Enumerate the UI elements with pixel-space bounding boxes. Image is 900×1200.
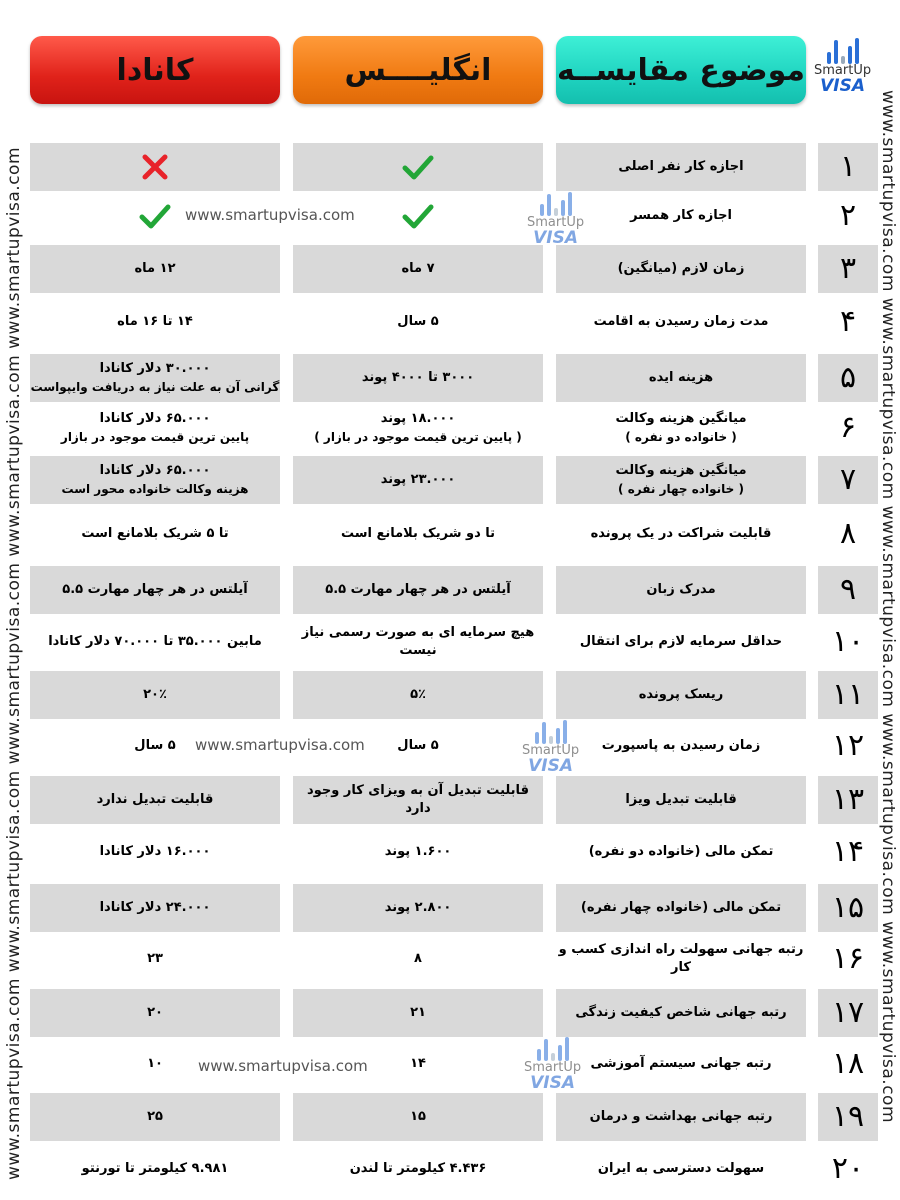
row-number-text: ۱: [839, 149, 857, 184]
england-cell: [293, 456, 543, 504]
topic-cell-text: سهولت دسترسی به ایران: [597, 1161, 765, 1176]
topic-cell-text: قابلیت شراکت در یک پرونده: [590, 526, 772, 541]
england-cell: [293, 776, 543, 824]
england-cell-text: ۱۸.۰۰۰ پوند: [380, 411, 456, 426]
topic-cell: [556, 354, 806, 402]
logo-text-visa: VISA: [820, 76, 865, 96]
row-number-text: ۷: [839, 462, 857, 497]
england-cell-text: تا دو شریک بلامانع است: [340, 526, 496, 541]
table-row: [0, 935, 900, 983]
topic-cell-text: اجازه کار نفر اصلی: [618, 159, 744, 174]
canada-cell: [30, 618, 280, 666]
table-row: [0, 510, 900, 558]
england-cell-text: ۲.۸۰۰ پوند: [384, 900, 452, 915]
row-number: [818, 354, 878, 402]
row-number: [818, 935, 878, 983]
england-cell: [293, 671, 543, 719]
check-icon: [400, 149, 436, 185]
watermark-text: www.smartupvisa.com: [195, 736, 365, 754]
canada-cell-text: ۲۵: [147, 1109, 163, 1124]
england-cell: [293, 1093, 543, 1141]
canada-cell: [30, 510, 280, 558]
row-number: [818, 566, 878, 614]
logo-bars-icon: [537, 1035, 569, 1061]
row-number-text: ۱۹: [831, 1099, 865, 1134]
topic-cell-text: رتبه جهانی سیستم آموزشی: [590, 1056, 772, 1071]
england-cell: [293, 1145, 543, 1193]
canada-cell: [30, 935, 280, 983]
row-number: [818, 404, 878, 452]
table-row: [0, 456, 900, 504]
watermark-logo: [522, 718, 579, 775]
table-row: [0, 776, 900, 824]
topic-cell: [556, 298, 806, 346]
england-cell-text: ۲۱: [410, 1005, 426, 1020]
canada-cell-text: ۱۶.۰۰۰ دلار کانادا: [99, 844, 211, 859]
england-cell-text: آیلتس در هر چهار مهارت ۵.۵: [325, 582, 511, 597]
topic-cell: [556, 671, 806, 719]
canada-cell: [30, 884, 280, 932]
canada-cell-text: قابلیت تبدیل ندارد: [96, 792, 214, 807]
row-number-text: ۴: [839, 304, 857, 339]
row-number-text: ۱۲: [831, 728, 865, 763]
topic-cell-text: قابلیت تبدیل ویزا: [625, 792, 737, 807]
logo-bars-icon: [827, 38, 859, 64]
row-number-text: ۱۱: [831, 677, 865, 712]
canada-cell-subtext: گرانی آن به علت نیاز به دریافت وایپواست: [30, 380, 280, 394]
canada-cell-text: ۲۴.۰۰۰ دلار کانادا: [99, 900, 211, 915]
logo-text-smartup: SmartUp: [814, 63, 872, 78]
topic-cell: [556, 884, 806, 932]
topic-cell-text: میانگین هزینه وکالت: [615, 463, 747, 478]
canada-cell: [30, 404, 280, 452]
england-cell-text: ۵ سال: [397, 314, 439, 329]
table-row: [0, 404, 900, 452]
logo-bars-icon: [535, 718, 567, 744]
row-number-text: ۵: [839, 360, 857, 395]
table-row: [0, 1145, 900, 1193]
logo-bars-icon: [540, 190, 572, 216]
canada-cell: [30, 671, 280, 719]
england-cell-text: ۷ ماه: [401, 261, 435, 276]
row-number: [818, 1093, 878, 1141]
canada-cell: [30, 1145, 280, 1193]
row-number: [818, 989, 878, 1037]
england-cell-text: ۳۰۰۰ تا ۴۰۰۰ پوند: [361, 370, 475, 385]
england-cell: [293, 566, 543, 614]
canada-cell-text: آیلتس در هر چهار مهارت ۵.۵: [62, 582, 248, 597]
row-number-text: ۲۰: [831, 1151, 865, 1186]
canada-cell: [30, 298, 280, 346]
table-row: [0, 245, 900, 293]
topic-cell-text: مدت زمان رسیدن به اقامت: [593, 314, 769, 329]
england-cell: [293, 404, 543, 452]
row-number: [818, 510, 878, 558]
table-row: [0, 828, 900, 876]
table-row: [0, 671, 900, 719]
table-row: [0, 354, 900, 402]
table-row: [0, 989, 900, 1037]
topic-cell-text: رتبه جهانی سهولت راه اندازی کسب و کار: [558, 942, 804, 975]
canada-cell: [30, 143, 280, 191]
england-cell-text: ۵ سال: [397, 738, 439, 753]
canada-cell-subtext: هزینه وکالت خانواده محور است: [61, 482, 249, 496]
canada-cell-text: ۲۰٪: [143, 687, 167, 702]
england-cell-text: ۴.۴۳۶ کیلومتر تا لندن: [349, 1161, 487, 1176]
england-cell: [293, 354, 543, 402]
canada-cell-text: ۵ سال: [134, 738, 176, 753]
table-row: [0, 566, 900, 614]
topic-cell-text: میانگین هزینه وکالت: [615, 411, 747, 426]
row-number-text: ۱۸: [831, 1046, 865, 1081]
row-number: [818, 722, 878, 770]
table-row: [0, 884, 900, 932]
canada-cell: [30, 776, 280, 824]
england-cell-text: هیچ سرمایه ای به صورت رسمی نیاز نیست: [301, 625, 535, 658]
topic-cell: [556, 935, 806, 983]
topic-cell-text: تمکن مالی (خانواده دو نفره): [588, 844, 774, 859]
watermark-logo: [527, 190, 584, 247]
topic-cell-text: رتبه جهانی شاخص کیفیت زندگی: [575, 1005, 787, 1020]
england-cell: [293, 989, 543, 1037]
england-cell: [293, 143, 543, 191]
row-number-text: ۶: [839, 410, 857, 445]
topic-cell: [556, 618, 806, 666]
logo-text-smartup: SmartUp: [522, 743, 580, 758]
topic-cell-subtext: ( خانواده چهار نفره ): [618, 482, 744, 496]
canada-cell: [30, 989, 280, 1037]
canada-cell-subtext: پایین ترین قیمت موجود در بازار: [60, 430, 250, 444]
topic-cell-text: زمان رسیدن به پاسپورت: [601, 738, 761, 753]
row-number-text: ۱۴: [831, 834, 865, 869]
logo-text-visa: VISA: [530, 1073, 575, 1093]
row-number: [818, 1145, 878, 1193]
header-topic: موضوع مقایســه: [556, 36, 806, 104]
logo-text-smartup: SmartUp: [527, 215, 585, 230]
row-number: [818, 245, 878, 293]
england-cell-text: ۸: [414, 951, 422, 966]
canada-cell-text: مابین ۳۵.۰۰۰ تا ۷۰.۰۰۰ دلار کانادا: [48, 634, 262, 649]
canada-cell-text: ۱۴ تا ۱۶ ماه: [117, 314, 193, 329]
header-canada: کانادا: [30, 36, 280, 104]
topic-cell: [556, 722, 806, 770]
row-number: [818, 192, 878, 240]
topic-cell-text: رتبه جهانی بهداشت و درمان: [589, 1109, 773, 1124]
logo-text-smartup: SmartUp: [524, 1060, 582, 1075]
row-number: [818, 298, 878, 346]
smartup-logo: [814, 38, 871, 95]
row-number: [818, 671, 878, 719]
england-cell-text: ۱۴: [410, 1056, 426, 1071]
topic-cell-text: هزینه ایده: [648, 370, 714, 385]
topic-cell: [556, 776, 806, 824]
row-number: [818, 828, 878, 876]
england-cell-text: قابلیت تبدیل آن به ویزای کار وجود دارد: [307, 783, 529, 816]
row-number-text: ۱۰: [831, 624, 865, 659]
table-row: [0, 1093, 900, 1141]
england-cell-text: ۲۳.۰۰۰ پوند: [380, 472, 456, 487]
row-number-text: ۸: [839, 516, 857, 551]
england-cell-text: ۵٪: [410, 687, 426, 702]
canada-cell: [30, 566, 280, 614]
row-number-text: ۱۵: [831, 890, 865, 925]
england-cell: [293, 884, 543, 932]
logo-text-visa: VISA: [528, 756, 573, 776]
canada-cell-text: ۶۵.۰۰۰ دلار کانادا: [99, 463, 211, 478]
watermark-logo: [524, 1035, 581, 1092]
canada-cell-text: ۱۰: [147, 1056, 163, 1071]
canada-cell-text: ۶۵.۰۰۰ دلار کانادا: [99, 411, 211, 426]
side-watermark-right: www.smartupvisa.com www.smartupvisa.com www.smartupvisa.com www.smartupvisa.com www.smartupvisa.com: [878, 90, 898, 1124]
row-number: [818, 776, 878, 824]
canada-cell: [30, 354, 280, 402]
row-number-text: ۱۳: [831, 782, 865, 817]
topic-cell-text: اجازه کار همسر: [630, 208, 732, 223]
table-row: [0, 192, 900, 240]
topic-cell: [556, 245, 806, 293]
row-number-text: ۱۷: [831, 995, 865, 1030]
row-number-text: ۱۶: [831, 941, 865, 976]
table-row: [0, 143, 900, 191]
canada-cell: [30, 245, 280, 293]
logo-text-visa: VISA: [533, 228, 578, 248]
header-england: انگلیــــس: [293, 36, 543, 104]
canada-cell: [30, 828, 280, 876]
canada-cell-text: ۲۰: [147, 1005, 163, 1020]
topic-cell: [556, 192, 806, 240]
watermark-text: www.smartupvisa.com: [185, 206, 355, 224]
england-cell: [293, 828, 543, 876]
topic-cell-subtext: ( خانواده دو نفره ): [625, 430, 737, 444]
england-cell: [293, 245, 543, 293]
row-number: [818, 1040, 878, 1088]
england-cell: [293, 618, 543, 666]
side-watermark-left: www.smartupvisa.com www.smartupvisa.com www.smartupvisa.com www.smartupvisa.com www.smartupvisa.com: [4, 146, 24, 1180]
canada-cell-text: تا ۵ شریک بلامانع است: [81, 526, 229, 541]
table-row: [0, 1040, 900, 1088]
row-number-text: ۹: [839, 572, 857, 607]
canada-cell-text: ۱۲ ماه: [134, 261, 176, 276]
topic-cell: [556, 566, 806, 614]
topic-cell-text: ریسک پرونده: [638, 687, 724, 702]
topic-cell: [556, 1093, 806, 1141]
canada-cell: [30, 1093, 280, 1141]
row-number: [818, 618, 878, 666]
row-number: [818, 143, 878, 191]
check-icon: [137, 198, 173, 234]
canada-cell: [30, 456, 280, 504]
row-number-text: ۲: [839, 198, 857, 233]
table-row: [0, 722, 900, 770]
canada-cell-text: ۲۳: [147, 951, 163, 966]
topic-cell: [556, 456, 806, 504]
topic-cell: [556, 989, 806, 1037]
topic-cell: [556, 828, 806, 876]
topic-cell: [556, 510, 806, 558]
table-row: [0, 618, 900, 666]
topic-cell-text: مدرک زبان: [646, 582, 716, 597]
row-number: [818, 884, 878, 932]
topic-cell-text: زمان لازم (میانگین): [617, 261, 745, 276]
row-number: [818, 456, 878, 504]
topic-cell-text: تمکن مالی (خانواده چهار نفره): [580, 900, 782, 915]
topic-cell: [556, 1040, 806, 1088]
topic-cell: [556, 1145, 806, 1193]
england-cell: [293, 510, 543, 558]
england-cell-text: ۱.۶۰۰ پوند: [384, 844, 452, 859]
watermark-text: www.smartupvisa.com: [198, 1057, 368, 1075]
england-cell-subtext: ( پایین ترین قیمت موجود در بازار ): [314, 430, 522, 444]
england-cell-text: ۱۵: [410, 1109, 426, 1124]
england-cell: [293, 935, 543, 983]
england-cell: [293, 298, 543, 346]
topic-cell: [556, 404, 806, 452]
canada-cell-text: ۳۰.۰۰۰ دلار کانادا: [99, 361, 211, 376]
cross-icon: [137, 149, 173, 185]
row-number-text: ۳: [839, 251, 857, 286]
topic-cell-text: حداقل سرمایه لازم برای انتقال: [579, 634, 783, 649]
canada-cell-text: ۹.۹۸۱ کیلومتر تا تورنتو: [81, 1161, 229, 1176]
table-row: [0, 298, 900, 346]
check-icon: [400, 198, 436, 234]
topic-cell: [556, 143, 806, 191]
